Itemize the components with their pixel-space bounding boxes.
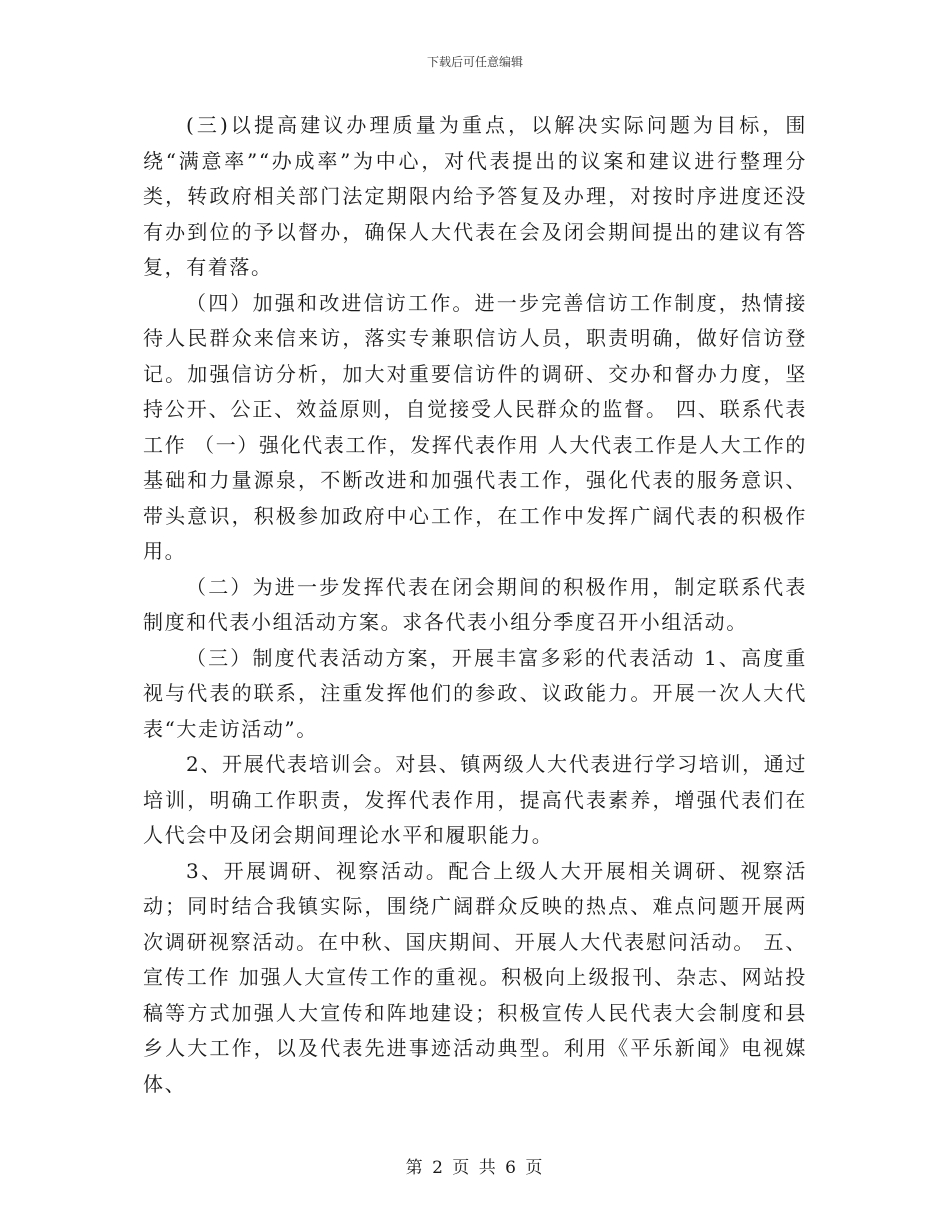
paragraph: (三)以提高建议办理质量为重点，以解决实际问题为目标，围绕“满意率”“办成率”为中心，对代表提出的议案和建议进行整理分类，转政府相关部门法定期限内给予答复及办理，对按时序进度还没有办到位的予以督办，确保人大代表在会及闭会期间提出的建议有答复，有着落。 [143, 113, 807, 279]
page-number-footer: 第 2 页 共 6 页 [405, 1158, 545, 1178]
paragraph: （三）制度代表活动方案，开展丰富多彩的代表活动 1、高度重视与代表的联系，注重发挥他们的参政、议政能力。开展一次人大代表“大走访活动”。 [143, 645, 807, 741]
paragraph: （四）加强和改进信访工作。进一步完善信访工作制度，热情接待人民群众来信来访，落实专兼职信访人员，职责明确，做好信访登记。加强信访分析，加大对重要信访件的调研、交办和督办力度，坚持公开、公正、效益原则，自觉接受人民群众的监督。 四、联系代表工作 （一）强化代表工作，发挥代表作用 人大代表工作是人大工作的基础和力量源泉，不断改进和加强代表工作，强化代表的服务意识、带头意识，积极参加政府中心工作，在工作中发挥广阔代表的积极作用。 [143, 290, 807, 563]
paragraph: 3、开展调研、视察活动。配合上级人大开展相关调研、视察活动；同时结合我镇实际，围绕广阔群众反映的热点、难点问题开展两次调研视察活动。在中秋、国庆期间、开展人大代表慰问活动。 五、宣传工作 加强人大宣传工作的重视。积极向上级报刊、杂志、网站投稿等方式加强人大宣传和阵地建设；积极宣传人民代表大会制度和县乡人大工作，以及代表先进事迹活动典型。利用《平乐新闻》电视媒体、 [143, 858, 807, 1096]
page-header: 下载后可任意编辑 [426, 55, 523, 69]
document-body [143, 108, 807, 1102]
paragraph: 2、开展代表培训会。对县、镇两级人大代表进行学习培训，通过培训，明确工作职责，发挥代表作用，提高代表素养，增强代表们在人代会中及闭会期间理论水平和履职能力。 [143, 752, 807, 847]
paragraph: （二）为进一步发挥代表在闭会期间的积极作用，制定联系代表制度和代表小组活动方案。求各代表小组分季度召开小组活动。 [143, 574, 807, 634]
